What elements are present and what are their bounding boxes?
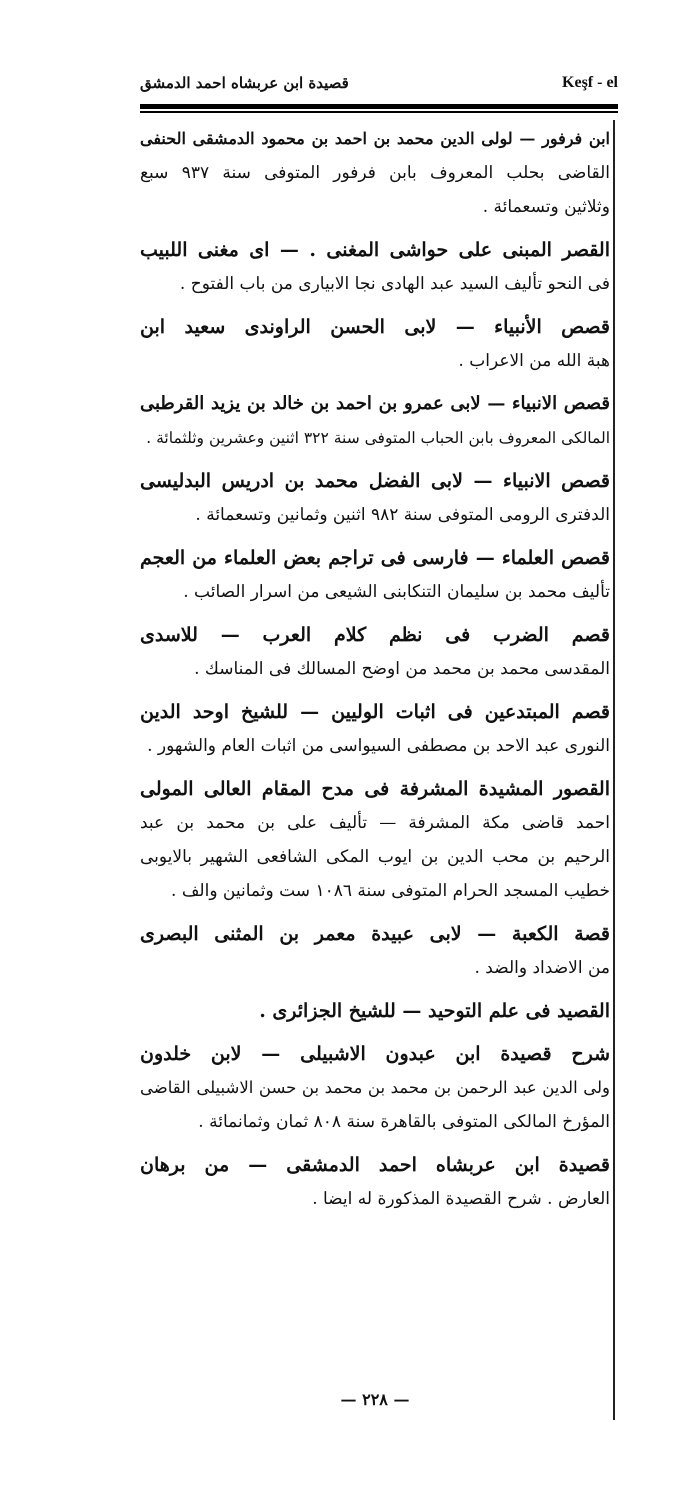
entry-text-line: القاضى بحلب المعروف بابن فرفور المتوفى سنة ٩٣٧ سبع bbox=[140, 163, 610, 183]
entry-text-line: من الاضداد والضد . bbox=[474, 958, 610, 978]
entry-heading-line: قصص الأنبياء — لابى الحسن الراوندى سعيد ابن bbox=[140, 316, 610, 338]
entry-text-line: الرحيم بن محب الدين بن ايوب المكى الشافعى الشهير بالايوبى bbox=[140, 847, 610, 867]
entry-text-line: وثلاثين وتسعمائة . bbox=[482, 197, 610, 217]
entry-text-line: المقدسى محمد بن محمد من اوضح المسالك فى المناسك . bbox=[194, 659, 610, 679]
entry-text-line: تأليف محمد بن سليمان التنكابنى الشيعى من اسرار الصائب . bbox=[183, 582, 610, 602]
entry-text-line: ولى الدين عبد الرحمن بن محمد بن محمد بن حسن الاشبيلى القاضى bbox=[140, 1078, 610, 1097]
entry-heading-line: قصص العلماء — فارسى فى تراجم بعض العلماء من العجم bbox=[140, 547, 610, 569]
entry-text-line: احمد قاضى مكة المشرفة — تأليف على بن محمد بن عبد bbox=[140, 813, 610, 833]
entry bbox=[140, 387, 610, 455]
entry bbox=[140, 618, 610, 686]
margin-line bbox=[613, 120, 615, 1420]
entry-text-line: العارض . شرح القصيدة المذكورة له ايضا . bbox=[312, 1189, 610, 1209]
entry-text-line: المالكى المعروف بابن الحباب المتوفى سنة ٣٢٢ اثنين وعشرين وثلثمائة . bbox=[146, 429, 610, 447]
entry-heading-line: القصور المشيدة المشرفة فى مدح المقام العالى المولى bbox=[140, 778, 610, 800]
entry-text-line: فى النحو تأليف السيد عبد الهادى نجا الابيارى من باب الفتوح . bbox=[179, 274, 610, 294]
entry-text-line: المؤرخ المالكى المتوفى بالقاهرة سنة ٨٠٨ ثمان وثمانمائة . bbox=[198, 1112, 610, 1132]
entry bbox=[140, 695, 610, 763]
entry bbox=[140, 1148, 610, 1216]
entry-heading-line: قصص الانبياء — لابى عمرو بن احمد بن خالد بن يزيد القرطبى bbox=[140, 393, 610, 414]
entry-heading-line: قصم الضرب فى نظم كلام العرب — للاسدى bbox=[140, 624, 610, 646]
header-rule-thin bbox=[140, 111, 618, 113]
page-number: — ٢٢٨ — bbox=[340, 1390, 410, 1409]
entry-heading-line: قصيدة ابن عربشاه احمد الدمشقى — من برهان bbox=[140, 1154, 610, 1176]
entry-heading-line: شرح قصيدة ابن عبدون الاشبيلى — لابن خلدون bbox=[140, 1043, 610, 1065]
entry-text-line: النورى عبد الاحد بن مصطفى السيواسى من اثبات العام والشهور . bbox=[147, 736, 610, 756]
entry bbox=[140, 917, 610, 985]
entry-heading-line: قصص الانبياء — لابى الفضل محمد بن ادريس البدليسى bbox=[140, 470, 610, 492]
entry-text-line: هبة الله من الاعراب . bbox=[458, 351, 610, 371]
entry bbox=[140, 310, 610, 378]
entries-list bbox=[140, 122, 610, 1225]
entry-heading-line: قصم المبتدعين فى اثبات الوليين — للشيخ اوحد الدين bbox=[140, 701, 610, 723]
entry bbox=[140, 772, 610, 908]
entry bbox=[140, 464, 610, 532]
running-head-label: Keşf - el bbox=[562, 74, 618, 91]
entry-heading-line: القصر المبنى على حواشى المغنى . — اى مغنى اللبيب bbox=[140, 239, 610, 261]
entry-heading-line: القصيد فى علم التوحيد — للشيخ الجزائرى . bbox=[259, 1000, 610, 1022]
entry bbox=[140, 541, 610, 609]
entry-heading-line: ابن فرفور — لولى الدين محمد بن احمد بن محمود الدمشقى الحنفى bbox=[140, 129, 610, 148]
entry-text-line: خطيب المسجد الحرام المتوفى سنة ١٠٨٦ ست وثمانين والف . bbox=[171, 881, 610, 901]
header-rule-thick bbox=[140, 104, 618, 109]
entry bbox=[140, 233, 610, 301]
entry bbox=[140, 1037, 610, 1139]
entry-text-line: الدفترى الرومى المتوفى سنة ٩٨٢ اثنين وثمانين وتسعمائة . bbox=[195, 505, 610, 525]
running-title: قصيدة ابن عربشاه احمد الدمشق bbox=[140, 74, 349, 92]
entry bbox=[140, 994, 610, 1028]
entry-heading-line: قصة الكعبة — لابى عبيدة معمر بن المثنى البصرى bbox=[140, 923, 610, 945]
page-header bbox=[140, 70, 618, 100]
entry bbox=[140, 122, 610, 224]
